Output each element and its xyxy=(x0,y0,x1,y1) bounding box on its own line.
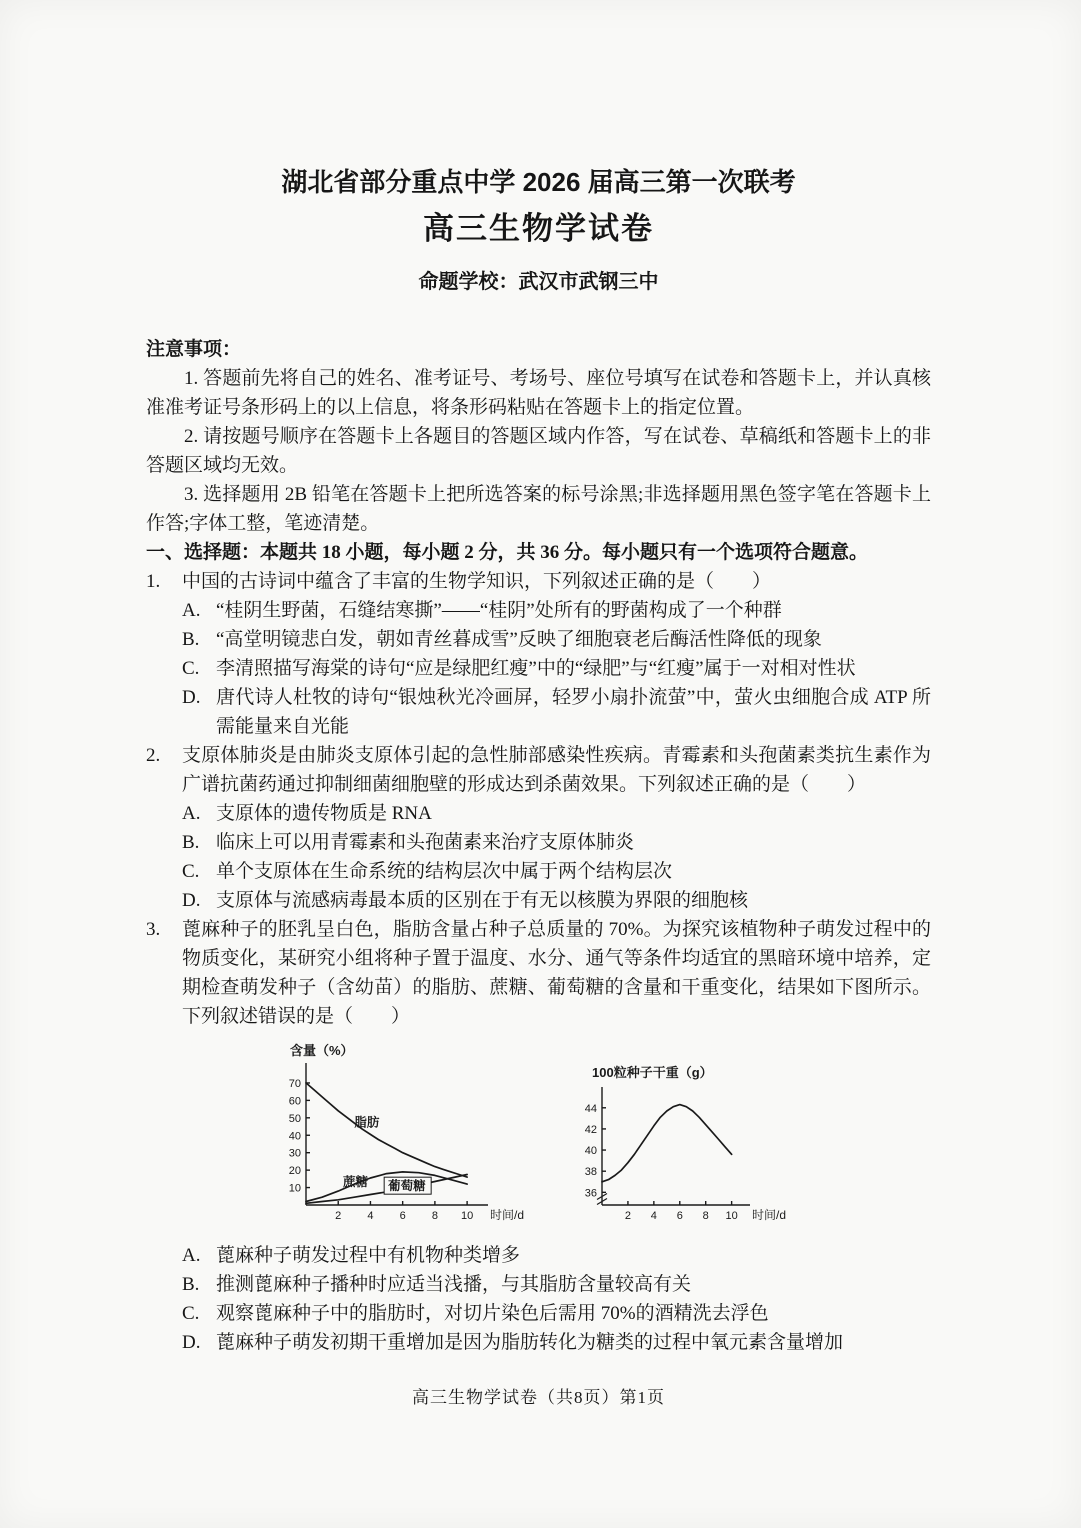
section-heading: 一、选择题：本题共 18 小题，每小题 2 分，共 36 分。每小题只有一个选项符合题意。 xyxy=(146,542,869,563)
svg-text:44: 44 xyxy=(584,1102,597,1115)
question-stem-text: 蓖麻种子的胚乳呈白色，脂肪含量占种子总质量的 70%。为探究该植物种子萌发过程中的物质变化，某研究小组将种子置于温度、水分、通气等条件均适宜的黑暗环境中培养，定期检查萌发种子（含幼苗）的脂肪、蔗糖、葡萄糖的含量和干重变化，结果如下图所示。下列叙述错误的是（ ） xyxy=(182,919,931,1027)
option-text: 观察蓖麻种子中的脂肪时，对切片染色后需用 70%的酒精洗去浮色 xyxy=(216,1303,769,1324)
question-number: 3. xyxy=(146,919,161,940)
option xyxy=(182,654,931,683)
svg-text:60: 60 xyxy=(288,1095,301,1108)
option-label: A. xyxy=(182,1245,201,1266)
svg-text:4: 4 xyxy=(650,1210,657,1222)
option-text: 支原体与流感病毒最本质的区别在于有无以核膜为界限的细胞核 xyxy=(216,890,749,911)
option-text: 推测蓖麻种子播种时应适当浅播，与其脂肪含量较高有关 xyxy=(216,1274,692,1295)
exam-title-line2: 高三生物学试卷 xyxy=(423,211,654,246)
option-text: “桂阴生野菌，石缝结寒撕”——“桂阴”处所有的野菌构成了一个种群 xyxy=(216,600,782,621)
svg-text:蔗糖: 蔗糖 xyxy=(343,1174,369,1189)
svg-text:8: 8 xyxy=(702,1210,709,1222)
option-text: 支原体的遗传物质是 RNA xyxy=(216,803,432,824)
option-text: 临床上可以用青霉素和头孢菌素来治疗支原体肺炎 xyxy=(216,832,635,853)
svg-text:6: 6 xyxy=(399,1210,406,1222)
svg-text:40: 40 xyxy=(584,1145,597,1158)
question-3 xyxy=(146,915,931,1357)
svg-text:42: 42 xyxy=(584,1123,597,1136)
exam-title-line1: 湖北省部分重点中学 2026 届高三第一次联考 xyxy=(281,167,796,197)
svg-text:10: 10 xyxy=(288,1182,301,1195)
seed-dry-weight-chart xyxy=(566,1061,788,1233)
svg-text:葡萄糖: 葡萄糖 xyxy=(388,1179,426,1194)
svg-text:10: 10 xyxy=(725,1210,738,1222)
question-stem-text: 中国的古诗词中蕴含了丰富的生物学知识，下列叙述正确的是（ ） xyxy=(182,571,772,592)
notes-heading: 注意事项： xyxy=(146,339,242,360)
option xyxy=(182,1241,931,1270)
question-1 xyxy=(146,567,931,741)
option xyxy=(182,1299,931,1328)
svg-text:10: 10 xyxy=(460,1210,474,1222)
option-label: D. xyxy=(182,890,201,911)
question-3-figures xyxy=(264,1041,931,1233)
option-text: 唐代诗人杜牧的诗句“银烛秋光冷画屏，轻罗小扇扑流萤”中，萤火虫细胞合成 ATP 所需能量来自光能 xyxy=(216,687,931,737)
notes-block xyxy=(146,335,931,538)
question-3-options xyxy=(182,1241,931,1357)
option-text: 单个支原体在生命系统的结构层次中属于两个结构层次 xyxy=(216,861,673,882)
question-2 xyxy=(146,741,931,915)
option xyxy=(182,625,931,654)
note-item-1: 1. 答题前先将自己的姓名、准考证号、考场号、座位号填写在试卷和答题卡上，并认真核准准考证号条形码上的以上信息，将条形码粘贴在答题卡上的指定位置。 xyxy=(146,368,931,418)
question-2-options xyxy=(182,799,931,915)
svg-text:8: 8 xyxy=(431,1210,438,1222)
svg-text:30: 30 xyxy=(288,1147,301,1160)
option-label: D. xyxy=(182,687,201,708)
svg-text:含量（%）: 含量（%） xyxy=(290,1043,354,1058)
option xyxy=(182,683,931,741)
svg-text:6: 6 xyxy=(676,1210,683,1222)
option-label: C. xyxy=(182,658,200,679)
option-label: A. xyxy=(182,803,201,824)
option-label: C. xyxy=(182,1303,200,1324)
school-line: 命题学校：武汉市武钢三中 xyxy=(418,271,659,293)
svg-text:4: 4 xyxy=(367,1210,374,1222)
question-number: 2. xyxy=(146,745,161,766)
svg-text:70: 70 xyxy=(288,1077,301,1090)
option xyxy=(182,828,931,857)
svg-text:100粒种子干重（g）: 100粒种子干重（g） xyxy=(592,1065,713,1080)
option-text: 蓖麻种子萌发初期干重增加是因为脂肪转化为糖类的过程中氧元素含量增加 xyxy=(216,1332,844,1353)
option-label: D. xyxy=(182,1332,201,1353)
svg-text:2: 2 xyxy=(335,1210,342,1222)
option xyxy=(182,596,931,625)
option-label: A. xyxy=(182,600,201,621)
svg-text:36: 36 xyxy=(584,1187,597,1200)
svg-text:2: 2 xyxy=(624,1210,631,1222)
option xyxy=(182,1270,931,1299)
option xyxy=(182,799,931,828)
question-1-stem xyxy=(146,567,931,596)
option xyxy=(182,1328,931,1357)
question-number: 1. xyxy=(146,571,161,592)
option-label: C. xyxy=(182,861,200,882)
question-2-stem xyxy=(146,741,931,799)
svg-text:时间/d: 时间/d xyxy=(490,1208,525,1222)
svg-text:50: 50 xyxy=(288,1112,301,1125)
option xyxy=(182,886,931,915)
option-text: “高堂明镜悲白发，朝如青丝暮成雪”反映了细胞衰老后酶活性降低的现象 xyxy=(216,629,822,650)
question-3-stem xyxy=(146,915,931,1031)
option-label: B. xyxy=(182,832,200,853)
question-stem-text: 支原体肺炎是由肺炎支原体引起的急性肺部感染性疾病。青霉素和头孢菌素类抗生素作为广谱抗菌药通过抑制细菌细胞壁的形成达到杀菌效果。下列叙述正确的是（ ） xyxy=(182,745,931,795)
page-footer: 高三生物学试卷（共8页）第1页 xyxy=(412,1388,665,1407)
question-1-options xyxy=(182,596,931,741)
note-item-2: 2. 请按题号顺序在答题卡上各题目的答题区域内作答，写在试卷、草稿纸和答题卡上的非答题区域均无效。 xyxy=(146,426,931,476)
option xyxy=(182,857,931,886)
option-text: 李清照描写海棠的诗句“应是绿肥红瘦”中的“绿肥”与“红瘦”属于一对相对性状 xyxy=(216,658,856,679)
svg-text:40: 40 xyxy=(288,1130,301,1143)
option-label: B. xyxy=(182,1274,200,1295)
note-item-3: 3. 选择题用 2B 铅笔在答题卡上把所选答案的标号涂黑;非选择题用黑色签字笔在答题卡上作答;字体工整，笔迹清楚。 xyxy=(146,484,931,534)
svg-text:时间/d: 时间/d xyxy=(752,1208,787,1222)
svg-text:20: 20 xyxy=(288,1165,301,1178)
content-percent-chart xyxy=(264,1041,532,1233)
option-text: 蓖麻种子萌发过程中有机物种类增多 xyxy=(216,1245,521,1266)
svg-text:脂肪: 脂肪 xyxy=(354,1115,380,1130)
option-label: B. xyxy=(182,629,200,650)
svg-text:38: 38 xyxy=(584,1166,597,1179)
